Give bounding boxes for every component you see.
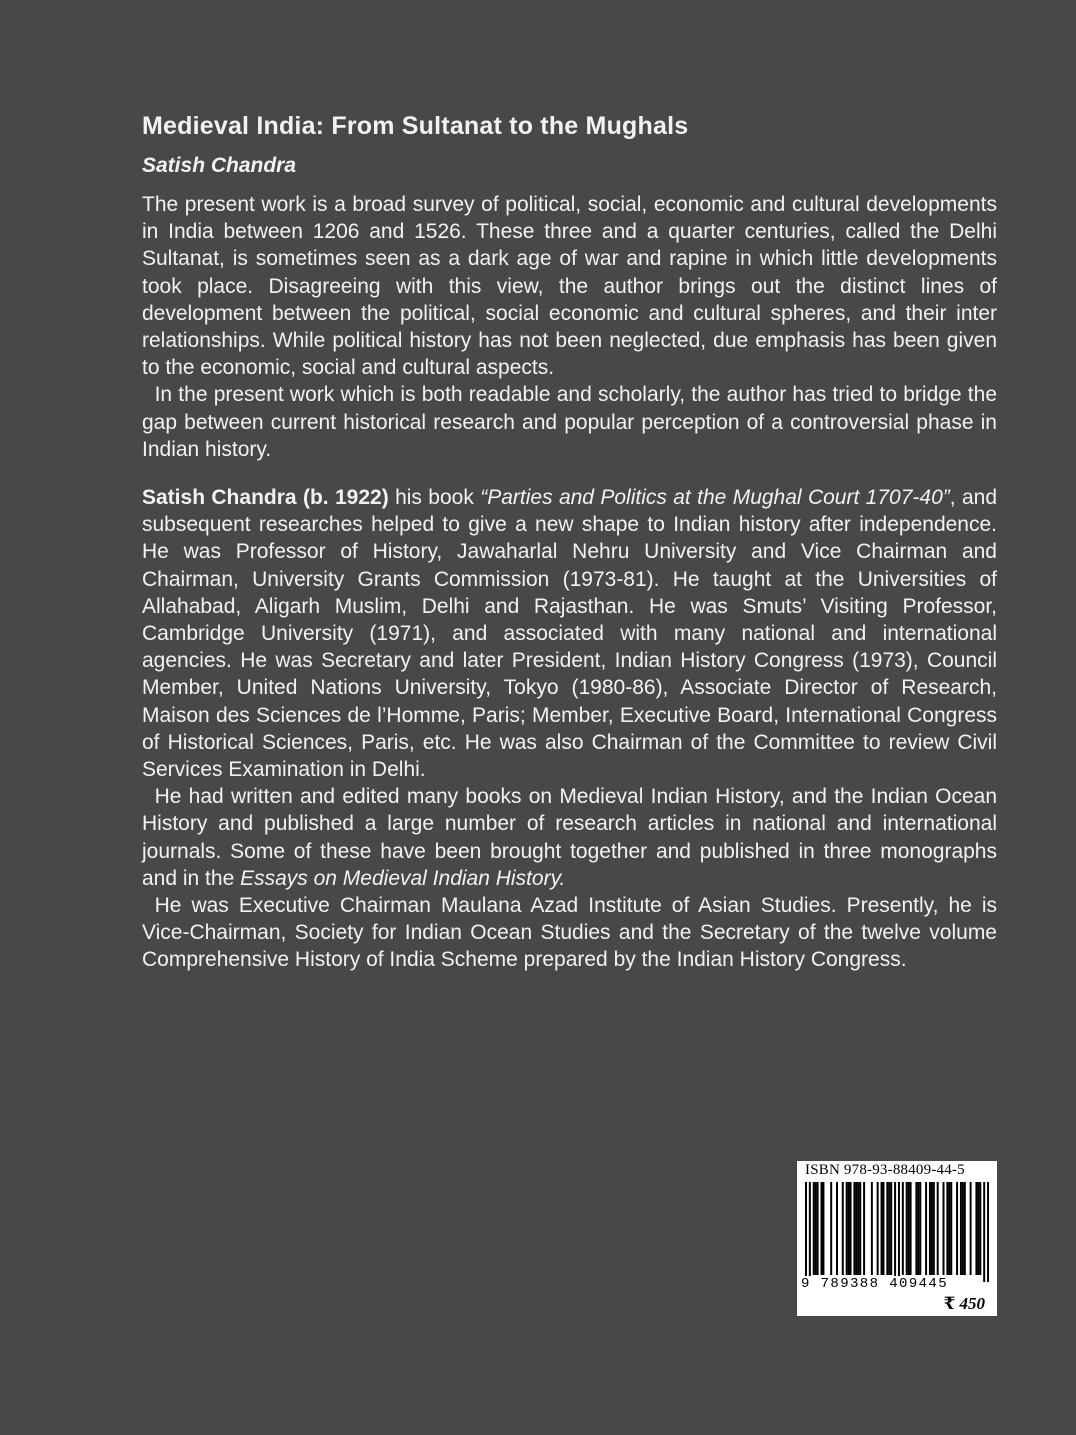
author-bio-book-title: “Parties and Politics at the Mughal Court 1707-40” (480, 486, 950, 510)
barcode-bar (931, 1182, 933, 1275)
barcode-bar (848, 1182, 850, 1275)
barcode-bar (842, 1182, 844, 1275)
barcode-bar (943, 1182, 945, 1275)
barcode-bar (886, 1182, 888, 1275)
author-bio-essays-title: Essays on Medieval Indian History. (240, 866, 566, 890)
barcode-bar (815, 1182, 817, 1275)
barcode-bar (902, 1182, 904, 1275)
price-value: 450 (959, 1294, 985, 1313)
barcode-bar (919, 1182, 921, 1275)
barcode-bars (805, 1182, 989, 1282)
author-bio-paragraph (142, 783, 997, 892)
barcode-bar (881, 1182, 883, 1275)
barcode-bar (809, 1182, 811, 1282)
barcode-bar (937, 1182, 939, 1275)
barcode-bar (979, 1182, 981, 1275)
barcode-bar (910, 1182, 912, 1275)
barcode-bar (917, 1182, 919, 1275)
barcode-digits: 9 789388 409445 (801, 1276, 949, 1292)
barcode-bar (962, 1182, 964, 1275)
isbn-label: ISBN 978-93-88409-44-5 (805, 1162, 965, 1178)
barcode-bar (983, 1182, 985, 1282)
barcode-bar (855, 1182, 857, 1275)
author-bio-paragraph (142, 484, 997, 783)
barcode-bar (946, 1182, 948, 1275)
barcode-bar (964, 1182, 966, 1275)
barcode-bar (859, 1182, 861, 1275)
barcode-bar (820, 1182, 822, 1275)
barcode-bar (929, 1182, 931, 1275)
barcode-bar (888, 1182, 890, 1275)
barcode-bar (817, 1182, 819, 1275)
barcode-bar (925, 1182, 927, 1275)
barcode-bar (890, 1182, 892, 1275)
barcode-bar (805, 1182, 807, 1282)
barcode-bar (970, 1182, 972, 1275)
barcode-bar (906, 1182, 908, 1275)
description-paragraph: In the present work which is both readable and scholarly, the author has tried to bridge the gap between current historical research and popular perception of a controversial phase in Indian history. (142, 383, 997, 461)
barcode-bar (877, 1182, 879, 1275)
barcode-label (797, 1161, 997, 1316)
book-author: Satish Chandra (142, 154, 297, 177)
barcode-bar (813, 1182, 815, 1275)
barcode-bar (960, 1182, 962, 1275)
barcode-bar (898, 1182, 900, 1282)
barcode-bar (836, 1182, 838, 1275)
barcode-bar (882, 1182, 884, 1275)
barcode-bar (822, 1182, 824, 1275)
barcode-bar (933, 1182, 935, 1275)
barcode-bar (915, 1182, 917, 1275)
author-bio-text: his book (388, 486, 481, 510)
barcode-bar (956, 1182, 958, 1275)
author-bio-name: Satish Chandra (b. 1922) (142, 486, 389, 510)
barcode-bar (850, 1182, 852, 1275)
barcode-bar (863, 1182, 865, 1275)
barcode-bar (894, 1182, 896, 1282)
barcode-bar (857, 1182, 859, 1275)
barcode-bar (871, 1182, 873, 1275)
description-paragraph: The present work is a broad survey of political, social, economic and cultural developments in India between 1206 and 1526. These three and a quarter centuries, called the Delhi Sultanat, is sometimes seen as a dark age of war and rapine in which little developments took place. Disagreeing with this view, the author brings out the distinct lines of development between the political, social economic and cultural spheres, and their inter relationships. While political history has not been neglected, due emphasis has been given to the economic, social and cultural aspects. (142, 193, 997, 380)
barcode-bar (948, 1182, 950, 1275)
price-label (944, 1294, 985, 1314)
cover-text (142, 108, 997, 974)
barcode-bar (846, 1182, 848, 1275)
barcode-bar (950, 1182, 952, 1275)
rupee-symbol: ₹ (943, 1294, 956, 1313)
author-bio-text: He had written and edited many books on Medieval Indian History, and the Indian Ocean History and published a large number of research articles in national and international journals. Some of these have been brought together and published in three monographs and in the (142, 785, 997, 890)
barcode-bar (975, 1182, 977, 1275)
author-bio-paragraph: He was Executive Chairman Maulana Azad Institute of Asian Studies. Presently, he is Vice-Chairman, Society for Indian Ocean Studies and the Secretary of the twelve volume Comprehensive History of India Scheme prepared by the Indian History Congress. (142, 894, 997, 972)
book-title: Medieval India: From Sultanat to the Mughals (142, 112, 689, 140)
barcode-bar (853, 1182, 855, 1275)
barcode-bar (908, 1182, 910, 1275)
barcode-bar (977, 1182, 979, 1275)
barcode-bar (830, 1182, 832, 1275)
author-bio-text: , and subsequent researches helped to give a new shape to Indian history after independence. He was Professor of History, Jawaharlal Nehru University and Vice Chairman and Chairman, University Grants Commission (1973-81). He taught at the Universities of Allahabad, Aligarh Muslim, Delhi and Rajasthan. He was Smuts’ Visiting Professor, Cambridge University (1971), and associated with many national and international agencies. He was Secretary and later President, Indian History Congress (1973), Council Member, United Nations University, Tokyo (1980-86), Associate Director of Research, Maison des Sciences de l’Homme, Paris; Member, Executive Board, International Congress of Historical Sciences, Paris, etc. He was also Chairman of the Committee to review Civil Services Examination in Delhi. (142, 486, 997, 782)
barcode-bar (987, 1182, 989, 1282)
